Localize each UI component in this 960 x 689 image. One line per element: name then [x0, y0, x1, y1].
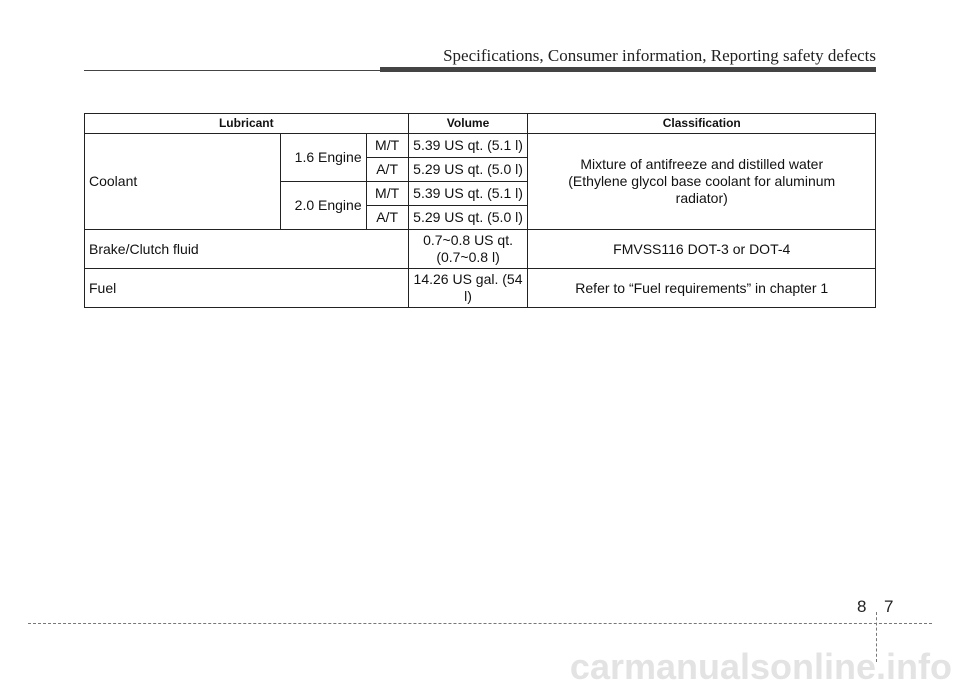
transmission-at: A/T — [366, 206, 408, 230]
coolant-classification-line: (Ethylene glycol base coolant for aluminum — [568, 173, 836, 189]
brake-fluid-classification: FMVSS116 DOT-3 or DOT-4 — [528, 230, 876, 269]
chapter-number: 8 — [857, 597, 867, 616]
brake-fluid-volume-line: (0.7~0.8 l) — [436, 249, 500, 265]
coolant-volume: 5.29 US qt. (5.0 l) — [408, 206, 528, 230]
brake-fluid-label: Brake/Clutch fluid — [85, 230, 409, 269]
column-header-volume: Volume — [408, 114, 528, 134]
engine-2-label: 2.0 Engine — [280, 182, 366, 230]
transmission-mt: M/T — [366, 134, 408, 158]
lubricant-spec-table — [84, 113, 876, 308]
table-row — [85, 134, 876, 158]
coolant-volume: 5.39 US qt. (5.1 l) — [408, 182, 528, 206]
brake-fluid-volume — [408, 230, 528, 269]
footer-dashed-rule — [28, 623, 932, 624]
watermark-text: carmanualsonline.info — [569, 646, 952, 687]
engine-1-label: 1.6 Engine — [280, 134, 366, 182]
coolant-classification — [528, 134, 876, 230]
fuel-volume: 14.26 US gal. (54 l) — [408, 269, 528, 308]
coolant-label: Coolant — [85, 134, 281, 230]
column-header-classification: Classification — [528, 114, 876, 134]
coolant-classification-line: Mixture of antifreeze and distilled water — [580, 156, 824, 172]
table-row — [85, 269, 876, 308]
fuel-classification: Refer to “Fuel requirements” in chapter 1 — [528, 269, 876, 308]
brake-fluid-volume-line: 0.7~0.8 US qt. — [423, 232, 513, 248]
header-rule-thin — [84, 70, 876, 71]
table-row — [85, 230, 876, 269]
transmission-mt: M/T — [366, 182, 408, 206]
coolant-classification-line: radiator) — [675, 190, 728, 206]
page-number: 7 — [884, 597, 894, 616]
page-header-title: Specifications, Consumer information, Reporting safety defects — [443, 46, 876, 65]
coolant-volume: 5.39 US qt. (5.1 l) — [408, 134, 528, 158]
transmission-at: A/T — [366, 158, 408, 182]
fuel-label: Fuel — [85, 269, 409, 308]
coolant-volume: 5.29 US qt. (5.0 l) — [408, 158, 528, 182]
column-header-lubricant: Lubricant — [85, 114, 409, 134]
table-header-row — [85, 114, 876, 134]
